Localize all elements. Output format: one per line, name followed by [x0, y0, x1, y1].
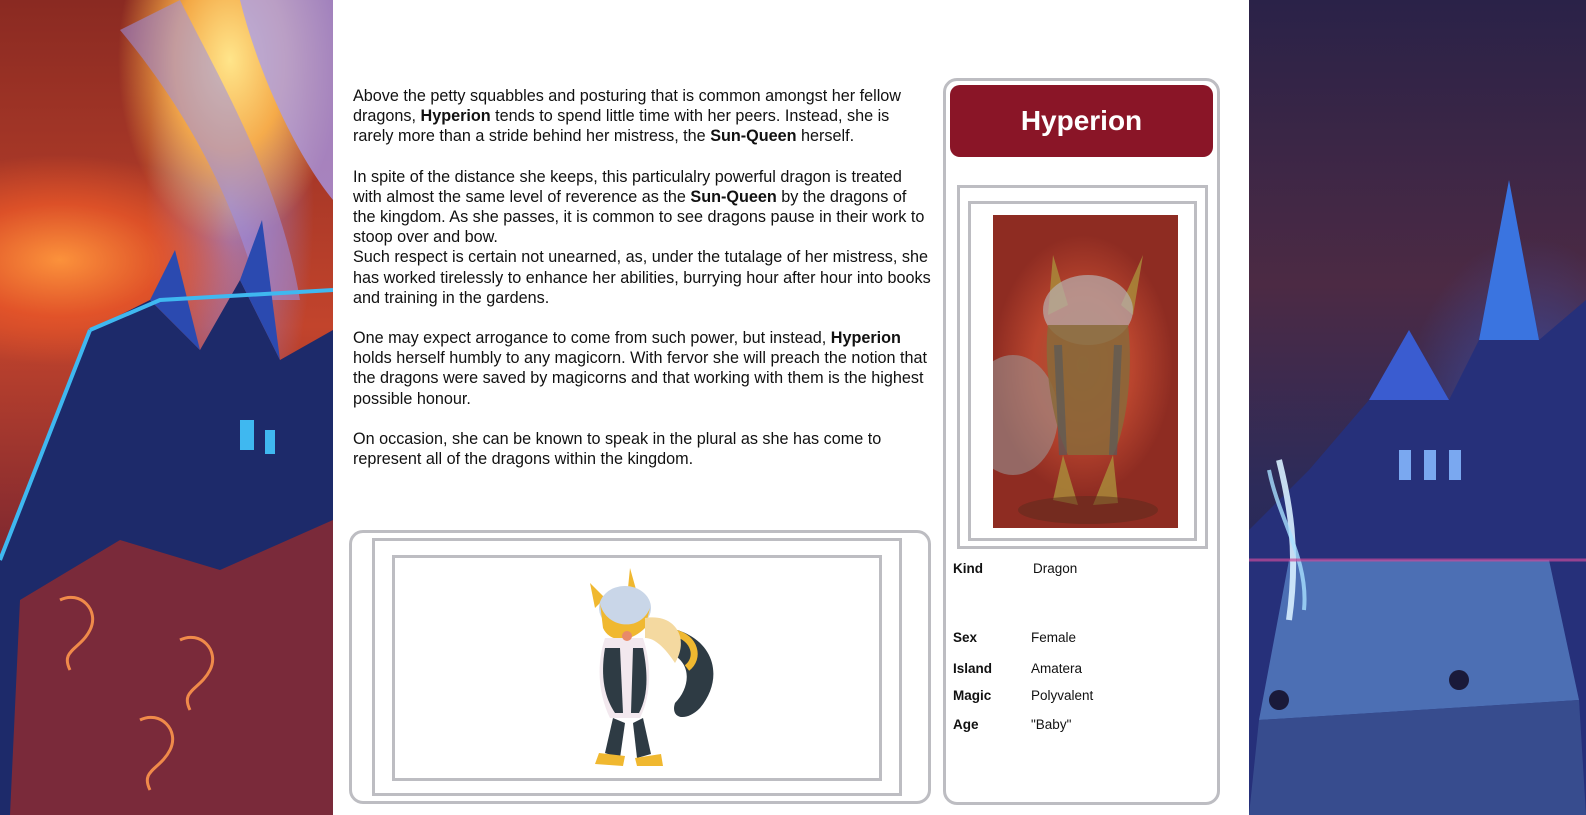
- info-key: Kind: [953, 561, 983, 576]
- bio-text: Above the petty squabbles and posturing that is common amongst her fellow dragons,: [353, 87, 901, 126]
- info-row-magic: [953, 688, 1213, 708]
- info-value: Amatera: [1031, 661, 1083, 676]
- info-row-island: [953, 661, 1213, 681]
- background-art-left: [0, 0, 333, 815]
- character-info-card: [943, 78, 1220, 805]
- castle-illustration-right: [1249, 0, 1586, 815]
- bio-name-highlight: Hyperion: [830, 329, 901, 348]
- bio-queen-highlight: Sun-Queen: [710, 127, 797, 146]
- info-value: "Baby": [1031, 717, 1072, 732]
- art-frame-border-outer: [372, 538, 902, 796]
- bio-paragraph-2: [353, 167, 933, 248]
- info-row-kind: [953, 561, 1213, 581]
- character-bio: [353, 86, 933, 489]
- info-key: Age: [953, 717, 979, 732]
- info-value: Polyvalent: [1031, 688, 1094, 703]
- dragon-full-art: [395, 558, 879, 778]
- character-art-frame: [349, 530, 931, 804]
- castle-illustration-left: [0, 0, 333, 815]
- art-frame-border-inner: [392, 555, 882, 781]
- bio-paragraph-5: On occasion, she can be known to speak in the plural as she has come to represent all of the dragons within the kingdom.: [353, 429, 882, 469]
- info-key: Magic: [953, 688, 992, 703]
- info-value: Dragon: [1033, 561, 1078, 576]
- info-value: Female: [1031, 630, 1077, 645]
- bio-queen-highlight: Sun-Queen: [690, 187, 777, 206]
- bio-paragraph-4: [353, 328, 933, 409]
- character-portrait-photo: [993, 215, 1178, 528]
- character-name-banner: Hyperion: [950, 85, 1213, 157]
- background-art-right: [1249, 0, 1586, 815]
- bio-text: holds herself humbly to any magicorn. With fervor she will preach the notion that the dragons were saved by magicorns and that working with them is the highest possible honour.: [353, 349, 928, 408]
- bio-text: tends to spend little time with her peers. Instead, she is rarely more than a stride behind her mistress, the: [353, 107, 890, 146]
- bio-text: by the dragons of the kingdom. As she passes, it is common to see dragons pause in their work to stoop over and bow.: [353, 187, 925, 247]
- info-key: Island: [953, 661, 993, 676]
- dragon-figure-photo: [993, 215, 1178, 528]
- bio-paragraph-3: Such respect is certain not unearned, as, under the tutalage of her mistress, she has worked tirelessly to enhance her abilities, burrying hour after hour into books and training in the gardens.: [353, 248, 931, 307]
- bio-text: herself.: [796, 127, 855, 146]
- main-content: [333, 0, 1249, 815]
- bio-name-highlight: Hyperion: [420, 107, 491, 126]
- bio-paragraph-1: [353, 86, 933, 147]
- info-key: Sex: [953, 630, 978, 645]
- bio-text: In spite of the distance she keeps, this particulalry powerful dragon is treated with almost the same level of reverence as the: [353, 167, 902, 206]
- info-row-sex: [953, 630, 1213, 650]
- bio-text: One may expect arrogance to come from such power, but instead,: [353, 329, 831, 348]
- info-row-age: [953, 717, 1213, 737]
